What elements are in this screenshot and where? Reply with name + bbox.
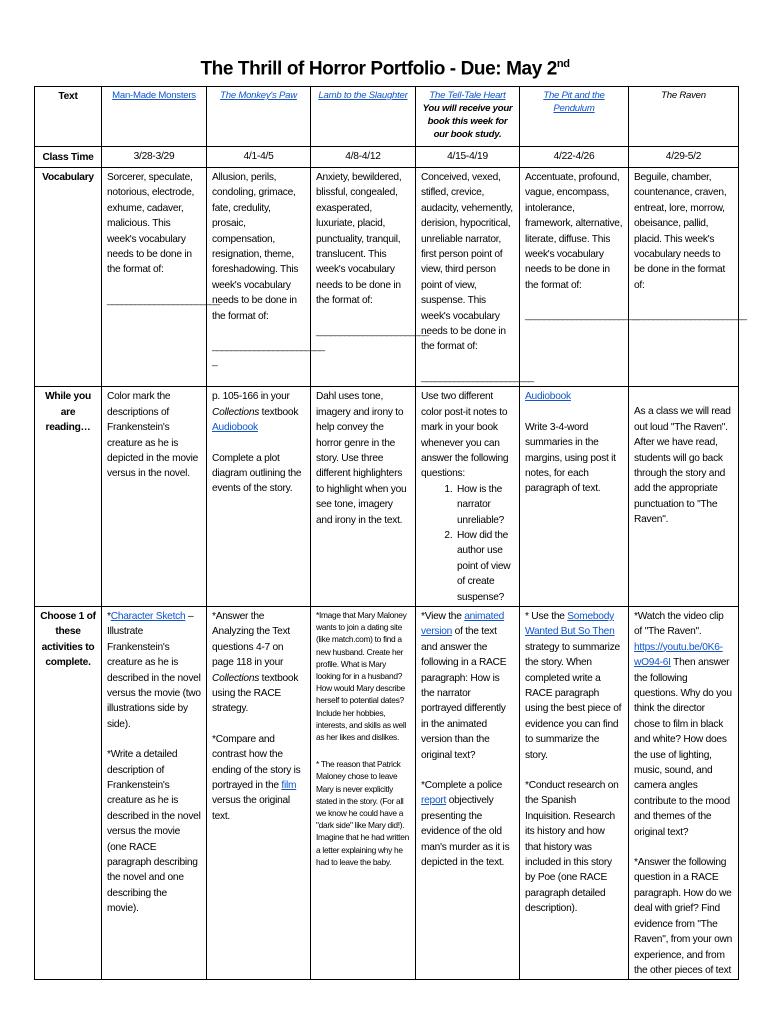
story-link-lamb-to-the-slaughter[interactable]: Lamb to the Slaughter (318, 90, 408, 101)
activity-1-text: * Use the (525, 610, 568, 622)
format-blank: ________________________ (107, 294, 219, 306)
spacer (212, 324, 305, 339)
activity-1-text: *Image that Mary Maloney wants to join a dating site (like match.com) to find a new husband. Create her profile. What is Mary looking for in a husband? How would Mary describe herself to potential dates? Include her hobbies, interests, and skills as well as her likes and dislikes. (316, 609, 407, 742)
activity-cell-3 (416, 606, 520, 979)
vocab-cell-1 (207, 168, 324, 387)
character-sketch-link[interactable]: Character Sketch (110, 610, 186, 622)
spacer (421, 355, 514, 370)
row-while-reading (35, 387, 739, 607)
row-label-vocabulary: Vocabulary (35, 168, 102, 387)
vocab-words: Beguile, chamber, countenance, craven, entreat, lore, morrow, obeisance, pallid, placid. (634, 172, 727, 245)
date-cell: 3/28-3/29 (102, 147, 207, 168)
row-vocabulary (35, 168, 739, 387)
animated-version-link[interactable]: animated version (421, 610, 505, 638)
post-it-task: Use two different color post-it notes to mark in your book whenever you can answer the following questions: (421, 391, 509, 480)
spacer (525, 293, 623, 308)
format-blank: ________________________ (316, 325, 428, 337)
activity-2-text: *Complete a police (421, 780, 503, 792)
activity-cell-5 (629, 606, 739, 979)
activity-1-text-end: Then answer the following questions. Why do you think the director chose to film in black and white? How does the use of lighting, music, sound, and camera angles contribute to the mood and themes of the original text? (634, 657, 732, 838)
format-blank: ________________________ _ (212, 341, 324, 368)
activity-2-text: * The reason that Patrick Maloney chose to leave Mary is never explicitly stated in the story. (For all we know he could have a "dark side" like Mary did!). Imagine that he had written a letter explaining why he had to leave the baby. (316, 759, 409, 867)
activity-2-text: *Answer the following question in a RACE paragraph. How do we deal with grief? Find evidence from "The Raven", from your own experience, and from the other pieces of text (634, 857, 733, 976)
vocab-note: This week's vocabulary needs to be done in the format of: (107, 218, 192, 276)
collections-title: Collections (212, 406, 260, 418)
vocab-note: This week's vocabulary needs to be done in the format of: (212, 264, 299, 322)
question-item: 1. How is the narrator unreliable? (455, 482, 514, 528)
vocab-words: Anxiety, bewildered, blissful, congealed, exasperated, luxuriate, placid, punctuality, tranquil, translucent. (316, 172, 402, 261)
activity-2-text-end: objectively presenting the evidence of the old man's murder as it is depicted in the text. (421, 795, 510, 869)
activity-1-text: *Answer the Analyzing the Text questions 4-7 on page 118 in your (212, 610, 290, 669)
spacer (634, 840, 733, 855)
vocab-note: This week's vocabulary needs to be done in the format of: (421, 295, 506, 353)
reading-cell-5 (629, 387, 739, 607)
activity-cell-2 (311, 606, 416, 979)
vocab-cell-3 (416, 168, 533, 387)
activity-cell-0 (102, 606, 207, 979)
somebody-wanted-link[interactable]: Somebody Wanted But So Then (525, 610, 615, 638)
activity-1-text: – Illustrate Frankenstein's creature as he is described in the novel versus the movie (two illustrations side by side). (107, 610, 201, 730)
activity-1-text: *View the (421, 610, 465, 622)
plot-diagram-task: Complete a plot diagram outlining the events of the story. (212, 452, 302, 495)
reading-pages: p. 105-166 in your (212, 391, 290, 403)
youtube-link[interactable]: https://youtu.be/0K6-wO94-6I (634, 641, 723, 669)
spacer (212, 717, 305, 732)
activity-1-text-end: textbook using the RACE strategy. (212, 672, 299, 715)
format-blank: ________________________ (525, 310, 637, 322)
format-blank: ________________________ (634, 310, 746, 322)
story-link-pit-and-pendulum[interactable]: The Pit and the Pendulum (543, 90, 605, 114)
reading-cell-2: Dahl uses tone, imagery and irony to help convey the horror genre in the story. Use three different highlighters to highlight when you see tone, imagery and irony in the text. (311, 387, 416, 607)
reading-cell-1 (207, 387, 311, 607)
story-link-tell-tale-heart[interactable]: The Tell-Tale Heart (429, 90, 506, 101)
date-cell: 4/1-4/5 (207, 147, 311, 168)
film-link[interactable]: film (281, 780, 297, 792)
book-study-note: You will receive your book this week for our book study. (422, 103, 513, 140)
activity-2-text-end: versus the original text. (212, 795, 290, 822)
cell-text-2 (311, 87, 416, 147)
activity-2-text: *Compare and contrast how the ending of the story is portrayed in the (212, 733, 301, 792)
row-choose-activity (35, 606, 739, 979)
row-label-class-time: Class Time (35, 147, 102, 168)
story-title-the-raven: The Raven (661, 90, 706, 101)
audiobook-link[interactable]: Audiobook (525, 391, 571, 403)
question-list (421, 482, 514, 605)
activity-1-text-end: strategy to summarize the story. When completed write a RACE paragraph using the best piece of evidence you can find to summarize the story. (525, 641, 622, 761)
cell-text-1 (207, 87, 311, 147)
spacer (525, 763, 623, 778)
portfolio-table (34, 86, 746, 980)
summary-task: Write 3-4-word summaries in the margins, using post it notes, for each paragraph of text. (525, 421, 616, 495)
cell-text-4 (520, 87, 629, 147)
cell-text-0 (102, 87, 207, 147)
spacer (421, 763, 514, 778)
spacer (212, 436, 305, 451)
question-item: 2. How did the author use point of view of create suspense? (455, 528, 514, 605)
spacer (316, 743, 410, 758)
reading-textbook: textbook (259, 406, 299, 418)
activity-cell-1 (207, 606, 311, 979)
date-cell: 4/8-4/12 (311, 147, 416, 168)
vocab-cell-5 (629, 168, 746, 387)
audiobook-link[interactable]: Audiobook (212, 422, 258, 434)
spacer (107, 278, 201, 293)
police-report-link[interactable]: report (421, 795, 447, 807)
row-label-text: Text (35, 87, 102, 147)
activity-cell-4 (520, 606, 629, 979)
activity-1-text-end: of the text and answer the following in a RACE paragraph: How is the narrator portrayed differently in the animated version than the original text? (421, 626, 507, 761)
activity-star: * (107, 610, 111, 622)
spacer (634, 389, 733, 404)
spacer (316, 309, 410, 324)
vocab-words: Sorcerer, speculate, notorious, electrode, exhume, cadaver, malicious. (107, 172, 195, 230)
row-text (35, 87, 739, 147)
page-title (0, 58, 770, 80)
date-cell: 4/29-5/2 (629, 147, 739, 168)
vocab-note: This week's vocabulary needs to be done in the format of: (634, 233, 726, 291)
date-cell: 4/15-4/19 (416, 147, 520, 168)
read-aloud-task: As a class we will read out loud "The Raven". After we have read, students will go back through the story and add the appropriate punctuation to "The Raven". (634, 406, 731, 526)
format-blank: ________________________ (421, 371, 533, 383)
reading-cell-3 (416, 387, 520, 607)
activity-2-text: *Conduct research on the Spanish Inquisition. Research its history and how that history was included in this story by Poe (one RACE paragraph detailed description). (525, 780, 619, 915)
spacer (634, 293, 733, 308)
vocab-cell-0 (102, 168, 219, 387)
spacer (525, 405, 623, 420)
row-label-choose: Choose 1 of these activities to complete. (35, 606, 102, 979)
title-superscript: nd (556, 58, 570, 70)
row-class-time (35, 147, 739, 168)
reading-cell-4 (520, 387, 629, 607)
vocab-note: This week's vocabulary needs to be done in the format of: (316, 249, 401, 307)
date-cell: 4/22-4/26 (520, 147, 629, 168)
cell-text-5 (629, 87, 739, 147)
vocab-cell-2 (311, 168, 428, 387)
vocab-words: Accentuate, profound, vague, encompass, intolerance, framework, alternative, literate, diffuse. This week's vocabulary needs to be done in the format of: (525, 172, 623, 291)
vocab-words: Conceived, vexed, stifled, crevice, audacity, vehemently, derision, hypocritical, unreliable narrator, first person point of view, third person point of view, suspense. (421, 172, 513, 307)
story-link-monkeys-paw[interactable]: The Monkey's Paw (220, 90, 297, 101)
reading-cell-0: Color mark the descriptions of Frankenstein's creature as he is depicted in the movie versus in the novel. (102, 387, 207, 607)
story-link-man-made-monsters[interactable]: Man-Made Monsters (112, 90, 196, 101)
activity-1-text: *Watch the video clip of "The Raven". (634, 610, 724, 638)
cell-text-3 (416, 87, 520, 147)
activity-2-text: *Write a detailed description of Frankenstein's creature as he is described in the novel versus the movie (one RACE paragraph describing the novel and one describing the movie). (107, 749, 201, 915)
title-text: The Thrill of Horror Portfolio - Due: May 2 (200, 58, 557, 80)
spacer (107, 732, 201, 747)
vocab-cell-4 (520, 168, 637, 387)
vocab-words: Allusion, perils, condoling, grimace, fate, credulity, prosaic, compensation, resignation, theme, foreshadowing. (212, 172, 296, 276)
collections-title: Collections (212, 672, 260, 684)
row-label-while-reading: While you are reading… (35, 387, 102, 607)
